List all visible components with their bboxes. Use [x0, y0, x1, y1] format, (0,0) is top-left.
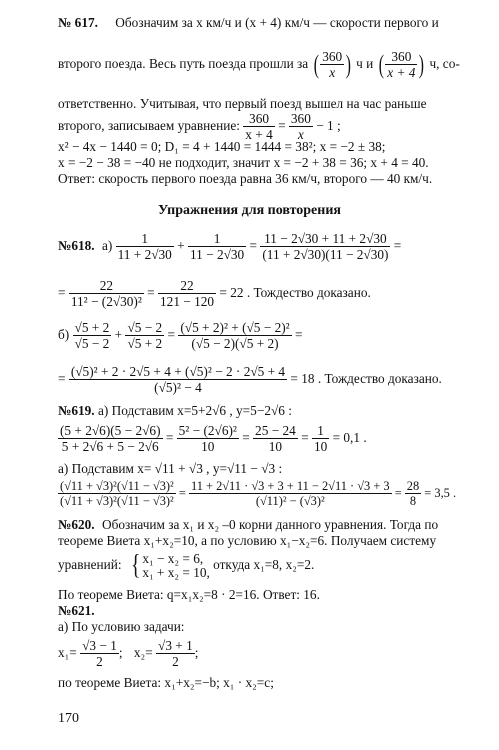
problem-617-line-1: № 617. Обозначим за x км/ч и (x + 4) км/ч — скорости первого и: [58, 15, 439, 30]
problem-618-line-2: = $\frac{22}{\text{11² − (2√30)²}}$ = $\frac{22}{121 - 120}$ = 22 . Тождество доказано.: [58, 278, 371, 310]
problem-620-line-2: теореме Виета x₁+x₂=10, а по условию x₁−x₂=6. Получаем систему: [58, 533, 437, 548]
problem-618-line-1: №618. а) $\frac{1}{11 + 2√30}$ + $\frac{1}{11 - 2√30}$ = $\frac{11 - 2√30 + 11 + 2√30}{(11 + 2√30)(11 - 2√30)}$ =: [58, 231, 402, 263]
problem-621-line-3: по теореме Виета: x₁+x₂=−b; x₁ · x₂=c;: [58, 675, 274, 690]
problem-617-number: № 617.: [58, 15, 98, 30]
problem-620-number: №620.: [58, 517, 95, 532]
section-heading: Упражнения для повторения: [158, 203, 341, 218]
problem-619-line-2: $\frac{(5 + 2√6)(5 - 2√6)}{5 + 2√6 + 5 - 2√6}$ = $\frac{\text{5² − (2√6)²}}{10}$ = $\frac{25 - 24}{10}$ = $\frac{1}{10}$ = 0,1 .: [60, 423, 367, 455]
problem-617-line-6: x = −2 − 38 = −40 не подходит, значит x = −2 + 38 = 36; x + 4 = 40.: [58, 155, 429, 170]
problem-617-line-4: второго, записываем уравнение: $\frac{360}{x + 4}$ = $\frac{360}{x}$ − 1 ;: [58, 111, 341, 143]
problem-619-line-4: $\frac{\text{(√11 + √3)²(√11 − √3)²}}{\text{(√11 + √3)²(√11 − √3)²}}$ = $\frac{11 + 2√11 \cdot √3 + 3 + 11 - 2√11 \cdot √3 + 3}{\text{(√11)² − (√3)²}}$ = $\frac{28}{8}$ = 3,5 .: [60, 479, 457, 509]
problem-621-line-2: x₁= $\frac{√3 - 1}{2}$ ; x₂= $\frac{√3 + 1}{2}$ ;: [58, 638, 199, 670]
problem-620-line-1: №620. Обозначим за x₁ и x₂ –0 корни данного уравнения. Тогда по: [58, 517, 439, 532]
page-number: 170: [58, 711, 79, 726]
problem-617-answer: Ответ: скорость первого поезда равна 36 км/ч, второго — 40 км/ч.: [58, 171, 433, 186]
problem-617-line-5: x² − 4x − 1440 = 0; D₁ = 4 + 1440 = 1444 = 38²; x = −2 ± 38;: [58, 139, 386, 154]
problem-620-line-3: уравнений: { x₁ − x₂ = 6, x₁ + x₂ = 10, откуда x₁=8, x₂=2.: [58, 550, 315, 581]
problem-621-number: №621.: [58, 603, 95, 618]
problem-617-line-2: второго поезда. Весь путь поезда прошли за ( $\frac{360}{x}$ ) ч и ( $\frac{360}{x + 4}$ ) ч, со-: [58, 49, 460, 81]
problem-617-line-3: ответственно. Учитывая, что первый поезд вышел на час раньше: [58, 96, 427, 111]
problem-621-line-1: а) По условию задачи:: [58, 619, 185, 634]
problem-619-line-3: а) Подставим x= √11 + √3 , y=√11 − √3 :: [58, 461, 283, 476]
problem-618-number: №618.: [58, 237, 95, 253]
equation-system: x₁ − x₂ = 6, x₁ + x₂ = 10,: [142, 551, 210, 580]
problem-618-line-4: = $\frac{\text{(√5)² + 2 · 2√5 + 4 + (√5)² − 2 · 2√5 + 4}}{\text{(√5)² − 4}}$ = 18 . Тождество доказано.: [58, 364, 442, 396]
problem-618-line-3: б) $\frac{√5 + 2}{√5 - 2}$ + $\frac{√5 - 2}{√5 + 2}$ = $\frac{\text{(√5 + 2)² + (√5 − 2)²}}{(√5 - 2)(√5 + 2)}$ =: [58, 320, 303, 352]
problem-619-number: №619.: [58, 403, 95, 418]
problem-619-line-1: №619. а) Подставим x=5+2√6 , y=5−2√6 :: [58, 403, 292, 418]
problem-620-line-4: По теореме Виета: q=x₁x₂=8 · 2=16. Ответ: 16.: [58, 587, 320, 602]
